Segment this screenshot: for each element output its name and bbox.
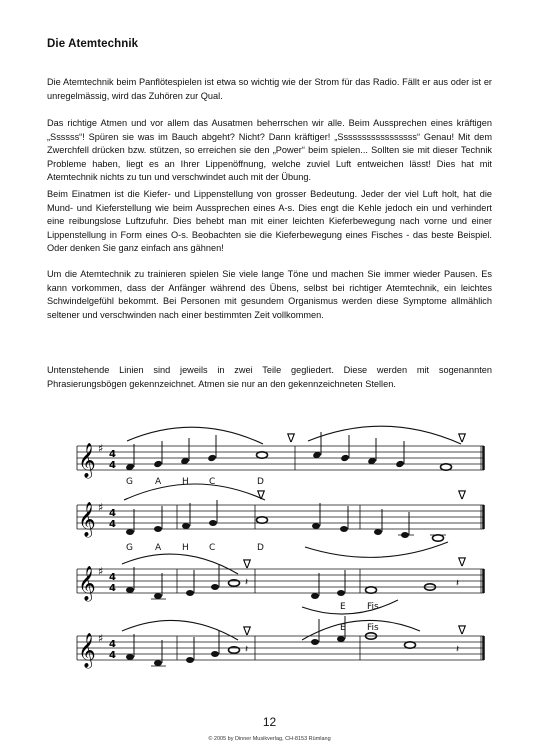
paragraph-instructions: Untenstehende Linien sind jeweils in zwei Teile gegliedert. Diese werden mit sogenannten Phrasierungsbögen gekennzeichnet. Atmen sie nur an den gekennzeichneten Stellen. xyxy=(47,365,492,389)
breath-mark-icon: ∇ xyxy=(257,488,266,502)
sharp-icon: ♯ xyxy=(98,565,104,578)
note-name-label: G xyxy=(126,477,133,487)
note-name-label: E xyxy=(340,623,346,633)
time-signature-bottom: 4 xyxy=(109,583,116,594)
treble-clef-icon: 𝄞 xyxy=(78,502,96,537)
phrase-slur xyxy=(305,542,448,557)
note-name-label: A xyxy=(155,477,162,487)
phrase-slur xyxy=(302,600,398,614)
time-signature-bottom: 4 xyxy=(109,519,116,530)
breath-mark-icon: ∇ xyxy=(458,488,467,502)
notes-staff-4 xyxy=(126,616,459,666)
time-signature-top: 4 xyxy=(109,572,116,583)
note-name-label: D xyxy=(257,543,264,553)
breath-mark-icon: ∇ xyxy=(287,431,296,445)
note-name-label: E xyxy=(340,602,346,612)
sharp-icon: ♯ xyxy=(98,442,104,455)
note-name-label: C xyxy=(209,477,216,487)
phrase-slur xyxy=(308,426,461,444)
notes-staff-2 xyxy=(126,500,446,541)
breath-mark-icon: ∇ xyxy=(458,431,467,445)
staff-3 xyxy=(77,554,484,614)
phrase-slur xyxy=(127,427,263,444)
note-name-label: C xyxy=(209,543,216,553)
breath-mark-icon: ∇ xyxy=(243,624,252,638)
time-signature-bottom: 4 xyxy=(109,650,116,661)
phrase-slur xyxy=(122,554,238,574)
staff-2 xyxy=(77,484,484,557)
staff-1 xyxy=(77,426,484,487)
page-number: 12 xyxy=(262,715,277,729)
note-name-label: Fis xyxy=(367,623,379,633)
time-signature-top: 4 xyxy=(109,449,116,460)
page-title: Die Atemtechnik xyxy=(47,38,139,50)
note-name-label: Fis xyxy=(367,602,379,612)
treble-clef-icon: 𝄞 xyxy=(78,566,96,601)
paragraph-breathing: Das richtige Atmen und vor allem das Ausatmen beherrschen wir alle. Beim Aussprechen eines kräftigen „Ssssss“! Spüren sie was im Bauch abgeht? Nicht? Dann kräftiger! „Sssssssssssssssss“ Genau! Mit dem Zwerchfell drücken bzw. stützen, so erreichen sie den „Power“ beim spielen... Sollten sie mit dieser Technik Probleme haben, liegt es an Ihrer Lippenöffnung, welche zuviel Luft entweichen lässt! Dies hat mit Atemtechnik nichts zu tun und verschwindet auch mit der Übung. xyxy=(47,118,492,183)
note-name-label: G xyxy=(126,543,133,553)
treble-clef-icon: 𝄞 xyxy=(78,633,96,668)
rest-icon: 𝄽 xyxy=(245,644,249,655)
phrase-slur xyxy=(122,620,238,640)
paragraph-training: Um die Atemtechnik zu trainieren spielen Sie viele lange Töne und machen Sie immer wieder Pausen. Es kann vorkommen, dass der Anfänger während des Übens, selbst bei richtiger Atemtechnik, ein leichtes Schwindelgefühl bekommt. Bei Personen mit gesundem Organismus werden diese Symptome allmählich seltener und verschwinden nach einer bestimmten Zeit vollkommen. xyxy=(47,269,492,320)
phrase-slur xyxy=(302,620,420,640)
time-signature-top: 4 xyxy=(109,639,116,650)
sharp-icon: ♯ xyxy=(98,501,104,514)
sharp-icon: ♯ xyxy=(98,632,104,645)
note-name-label: H xyxy=(182,543,189,553)
copyright-notice: © 2005 by Dinner Musikverlag, CH-8153 Rümlang xyxy=(208,736,331,742)
time-signature-bottom: 4 xyxy=(109,460,116,471)
time-signature-top: 4 xyxy=(109,508,116,519)
rest-icon: 𝄽 xyxy=(456,578,460,589)
rest-icon: 𝄽 xyxy=(456,644,460,655)
treble-clef-icon: 𝄞 xyxy=(78,443,96,478)
breath-mark-icon: ∇ xyxy=(458,623,467,637)
note-name-label: H xyxy=(182,477,189,487)
staff-4 xyxy=(77,616,484,669)
paragraph-inhaling: Beim Einatmen ist die Kiefer- und Lippenstellung von grosser Bedeutung. Jeder der viel Luft holt, hat die Mund- und Kieferstellung wie beim Aussprechen eines A-s. Dies engt die Kehle jedoch ein und verhindert eine reibungslose Luftzufuhr. Dies behebt man mit einer leichten Kieferbewegung nach vorne und einer Lippenstellung in Form eines O-s. Beobachten sie die Kieferbewegung eines Fisches - das beste Beispiel. Oder denken Sie ganz einfach ans gähnen! xyxy=(47,189,492,254)
breath-mark-icon: ∇ xyxy=(243,557,252,571)
breath-mark-icon: ∇ xyxy=(458,555,467,569)
rest-icon: 𝄽 xyxy=(245,577,249,588)
phrase-slur xyxy=(124,484,265,500)
note-name-label: A xyxy=(155,543,162,553)
note-name-label: D xyxy=(257,477,264,487)
paragraph-intro: Die Atemtechnik beim Panflötespielen ist etwa so wichtig wie der Strom für das Radio. Fällt er aus oder ist er unregelmässig, wird das Zuhören zur Qual. xyxy=(47,77,492,101)
